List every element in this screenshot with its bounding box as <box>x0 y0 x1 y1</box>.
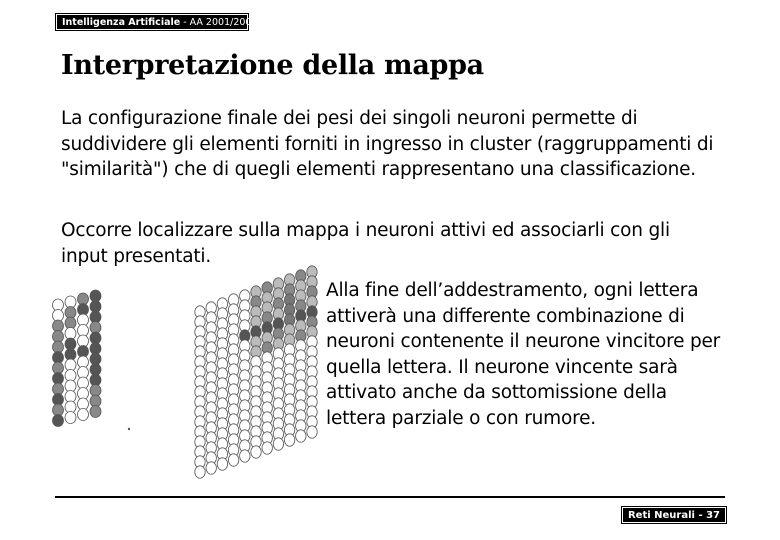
noise-dot <box>128 428 130 430</box>
map-neuron <box>195 316 205 328</box>
map-neuron <box>284 314 294 326</box>
map-neuron <box>307 346 317 358</box>
input-neuron <box>90 343 101 355</box>
map-neuron <box>296 280 306 292</box>
map-neuron <box>195 466 205 478</box>
map-neuron <box>228 364 238 376</box>
map-neuron <box>240 360 250 372</box>
input-neuron <box>65 328 76 340</box>
map-neuron <box>273 378 283 390</box>
map-neuron <box>296 350 306 362</box>
map-neuron <box>206 322 216 334</box>
map-neuron <box>262 302 272 314</box>
map-neuron <box>217 408 227 420</box>
map-neuron <box>307 306 317 318</box>
input-neuron <box>90 332 101 344</box>
map-neuron <box>262 372 272 384</box>
map-neuron <box>284 274 294 286</box>
map-neuron <box>251 306 261 318</box>
map-neuron <box>240 310 250 322</box>
map-neuron <box>206 452 216 464</box>
map-neuron <box>284 434 294 446</box>
map-neuron <box>284 354 294 366</box>
input-letter-grid <box>53 290 102 427</box>
map-neuron <box>206 312 216 324</box>
map-neuron <box>195 356 205 368</box>
map-neuron <box>296 370 306 382</box>
map-neuron <box>240 450 250 462</box>
map-neuron <box>206 422 216 434</box>
map-neuron <box>206 302 216 314</box>
map-neuron <box>217 448 227 460</box>
map-neuron <box>262 442 272 454</box>
map-neuron <box>262 352 272 364</box>
map-neuron <box>228 404 238 416</box>
map-neuron <box>251 296 261 308</box>
map-neuron <box>284 394 294 406</box>
input-neuron <box>90 311 101 323</box>
map-neuron <box>195 416 205 428</box>
map-neuron <box>195 376 205 388</box>
map-neuron <box>217 328 227 340</box>
map-neuron <box>262 282 272 294</box>
map-neuron <box>251 416 261 428</box>
map-neuron <box>217 458 227 470</box>
map-neuron <box>228 384 238 396</box>
map-neuron <box>284 284 294 296</box>
input-neuron <box>90 364 101 376</box>
input-neuron <box>90 385 101 397</box>
map-neuron <box>262 402 272 414</box>
map-neuron <box>228 444 238 456</box>
map-neuron <box>296 430 306 442</box>
input-neuron <box>90 301 101 313</box>
map-neuron <box>251 316 261 328</box>
input-neuron <box>53 331 64 343</box>
course-name: Intelligenza Artificiale <box>62 17 181 28</box>
map-neuron <box>273 358 283 370</box>
map-neuron <box>240 290 250 302</box>
map-neuron <box>217 318 227 330</box>
map-neuron <box>195 326 205 338</box>
map-neuron <box>284 294 294 306</box>
map-neuron <box>273 328 283 340</box>
map-neuron <box>273 278 283 290</box>
map-neuron <box>262 362 272 374</box>
slide-title: Interpretazione della mappa <box>61 50 484 81</box>
input-neuron <box>53 299 64 311</box>
map-neuron <box>296 400 306 412</box>
map-neuron <box>296 300 306 312</box>
map-neuron <box>262 382 272 394</box>
map-neuron <box>240 430 250 442</box>
map-neuron <box>307 336 317 348</box>
map-neuron <box>262 332 272 344</box>
footer-divider <box>55 496 725 498</box>
map-neuron <box>284 364 294 376</box>
input-neuron <box>53 373 64 385</box>
map-neuron <box>228 394 238 406</box>
input-neuron <box>53 320 64 332</box>
map-neuron <box>262 432 272 444</box>
map-neuron <box>240 420 250 432</box>
input-neuron <box>78 409 89 421</box>
course-header-badge <box>55 13 258 31</box>
map-neuron <box>217 308 227 320</box>
input-neuron <box>78 335 89 347</box>
map-neuron <box>284 384 294 396</box>
map-neuron <box>206 462 216 474</box>
map-neuron <box>206 432 216 444</box>
map-neuron <box>251 406 261 418</box>
map-neuron <box>307 376 317 388</box>
map-neuron <box>240 410 250 422</box>
map-neuron <box>240 440 250 452</box>
map-neuron <box>240 400 250 412</box>
input-neuron <box>78 356 89 368</box>
input-neuron <box>78 304 89 316</box>
map-neuron <box>206 332 216 344</box>
map-neuron <box>195 436 205 448</box>
map-neuron <box>206 342 216 354</box>
map-neuron <box>228 374 238 386</box>
map-neuron <box>251 346 261 358</box>
map-neuron <box>240 320 250 332</box>
map-neuron <box>251 426 261 438</box>
map-neuron <box>296 270 306 282</box>
map-neuron <box>296 410 306 422</box>
input-neuron <box>90 322 101 334</box>
map-neuron <box>195 366 205 378</box>
map-neuron <box>296 360 306 372</box>
input-neuron <box>90 406 101 418</box>
input-neuron <box>53 362 64 374</box>
map-neuron <box>240 390 250 402</box>
input-neuron <box>78 325 89 337</box>
map-neuron <box>251 326 261 338</box>
map-neuron <box>273 298 283 310</box>
map-neuron <box>217 428 227 440</box>
map-neuron <box>228 414 238 426</box>
map-neuron <box>273 438 283 450</box>
map-neuron <box>262 412 272 424</box>
map-neuron <box>228 294 238 306</box>
map-neuron <box>284 404 294 416</box>
input-neuron <box>65 359 76 371</box>
map-neuron <box>251 396 261 408</box>
input-neuron <box>53 383 64 395</box>
paragraph-localize: Occorre localizzare sulla mappa i neuroni attivi ed associarli con gli input presentati. <box>61 220 670 267</box>
map-neuron <box>262 292 272 304</box>
map-neuron <box>296 380 306 392</box>
map-neuron <box>228 344 238 356</box>
map-neuron <box>217 368 227 380</box>
map-neuron <box>228 334 238 346</box>
paragraph-training: Alla fine dell’addestramento, ogni lettera attiverà una differente combinazione di neuroni contenente il neurone vincitore per quella lettera. Il neurone vincente sarà attivato anche da sottomissione della lettera parziale o con rumore. <box>326 280 721 429</box>
input-neuron <box>53 404 64 416</box>
map-neuron <box>273 338 283 350</box>
map-neuron <box>240 330 250 342</box>
map-neuron <box>251 436 261 448</box>
map-neuron <box>273 388 283 400</box>
map-neuron <box>262 422 272 434</box>
map-neuron <box>195 456 205 468</box>
map-neuron <box>206 392 216 404</box>
map-neuron <box>195 386 205 398</box>
map-neuron <box>273 368 283 380</box>
map-neuron <box>273 428 283 440</box>
map-neuron <box>273 348 283 360</box>
map-neuron <box>251 356 261 368</box>
input-neuron <box>65 412 76 424</box>
map-neuron <box>273 308 283 320</box>
map-neuron <box>228 434 238 446</box>
map-neuron <box>273 418 283 430</box>
map-neuron <box>284 344 294 356</box>
input-neuron <box>53 352 64 364</box>
input-neuron <box>78 388 89 400</box>
input-neuron <box>90 395 101 407</box>
map-neuron <box>307 406 317 418</box>
input-neuron <box>65 317 76 329</box>
map-neuron <box>228 454 238 466</box>
map-neuron <box>307 326 317 338</box>
map-neuron <box>195 396 205 408</box>
map-neuron <box>217 378 227 390</box>
map-neuron <box>262 342 272 354</box>
map-neuron <box>307 366 317 378</box>
map-neuron <box>206 412 216 424</box>
map-neuron <box>296 310 306 322</box>
map-neuron <box>240 340 250 352</box>
map-neuron <box>217 438 227 450</box>
input-neuron <box>90 353 101 365</box>
map-neuron <box>228 304 238 316</box>
input-neuron <box>65 296 76 308</box>
input-neuron <box>53 341 64 353</box>
map-neuron <box>206 372 216 384</box>
map-neuron <box>217 418 227 430</box>
map-neuron <box>307 396 317 408</box>
map-neuron <box>307 426 317 438</box>
map-neuron <box>217 358 227 370</box>
map-neuron <box>284 414 294 426</box>
map-neuron <box>195 426 205 438</box>
map-neuron <box>217 388 227 400</box>
map-neuron <box>296 420 306 432</box>
map-neuron <box>217 398 227 410</box>
map-neuron <box>307 276 317 288</box>
input-neuron <box>65 380 76 392</box>
map-neuron <box>273 318 283 330</box>
map-neuron <box>251 336 261 348</box>
map-neuron <box>262 392 272 404</box>
map-neuron <box>217 298 227 310</box>
map-neuron <box>240 350 250 362</box>
map-neuron <box>217 338 227 350</box>
map-neuron <box>296 320 306 332</box>
map-neuron <box>195 406 205 418</box>
map-neuron <box>217 348 227 360</box>
footer-badge: Reti Neurali - 37 <box>621 506 727 524</box>
input-neuron <box>65 338 76 350</box>
map-neuron <box>262 322 272 334</box>
paragraph-clusters: La configurazione finale dei pesi dei singoli neuroni permette di suddividere gli elementi forniti in ingresso in cluster (raggruppamenti di "similarità") che di quegli elementi rappresentano una classificazione. <box>61 108 714 180</box>
map-neuron <box>284 334 294 346</box>
map-neuron <box>251 376 261 388</box>
map-neuron <box>206 382 216 394</box>
input-neuron <box>90 374 101 386</box>
academic-year: - AA 2001/2002 <box>180 17 258 28</box>
input-neuron <box>53 310 64 322</box>
map-neuron <box>307 386 317 398</box>
input-neuron <box>53 394 64 406</box>
map-neuron <box>206 352 216 364</box>
map-neuron <box>228 324 238 336</box>
neuron-map-grid <box>195 266 317 478</box>
input-neuron <box>78 367 89 379</box>
map-neuron <box>273 398 283 410</box>
input-neuron <box>65 307 76 319</box>
map-neuron <box>195 446 205 458</box>
map-neuron <box>273 288 283 300</box>
input-neuron <box>78 314 89 326</box>
map-neuron <box>251 386 261 398</box>
map-neuron <box>296 340 306 352</box>
map-neuron <box>296 330 306 342</box>
map-neuron <box>251 286 261 298</box>
input-neuron <box>78 346 89 358</box>
input-neuron <box>78 293 89 305</box>
input-neuron <box>65 370 76 382</box>
map-neuron <box>262 312 272 324</box>
map-neuron <box>228 354 238 366</box>
map-neuron <box>284 324 294 336</box>
map-neuron <box>296 390 306 402</box>
map-neuron <box>228 424 238 436</box>
input-neuron <box>65 349 76 361</box>
input-neuron <box>53 415 64 427</box>
input-neuron <box>65 391 76 403</box>
map-neuron <box>240 370 250 382</box>
input-neuron <box>78 398 89 410</box>
map-neuron <box>195 346 205 358</box>
input-neuron <box>78 377 89 389</box>
map-neuron <box>307 316 317 328</box>
map-neuron <box>251 366 261 378</box>
map-neuron <box>307 416 317 428</box>
map-neuron <box>284 304 294 316</box>
map-neuron <box>206 442 216 454</box>
map-neuron <box>273 408 283 420</box>
map-neuron <box>240 380 250 392</box>
map-neuron <box>284 424 294 436</box>
map-neuron <box>240 300 250 312</box>
input-neuron <box>65 401 76 413</box>
input-neuron <box>90 290 101 302</box>
map-neuron <box>307 356 317 368</box>
map-neuron <box>251 446 261 458</box>
map-neuron <box>228 314 238 326</box>
map-neuron <box>307 286 317 298</box>
map-neuron <box>206 362 216 374</box>
map-neuron <box>206 402 216 414</box>
map-neuron <box>307 296 317 308</box>
map-neuron <box>284 374 294 386</box>
map-neuron <box>195 306 205 318</box>
map-neuron <box>195 336 205 348</box>
map-neuron <box>296 290 306 302</box>
